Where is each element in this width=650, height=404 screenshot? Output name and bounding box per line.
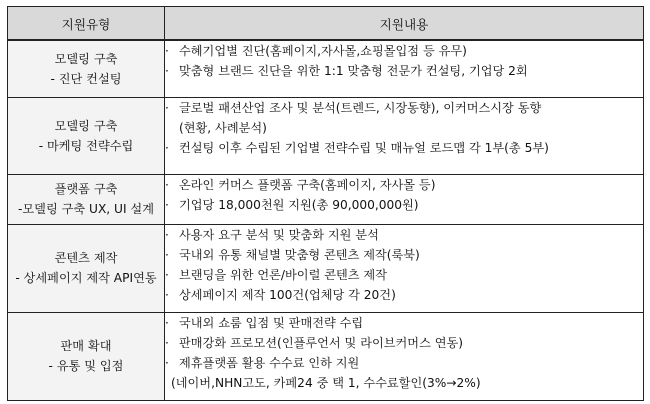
list-item-text: 판매강화 프로모션(인플루언서 및 라이브커머스 연동)	[179, 335, 464, 350]
bullet-icon: ·	[165, 355, 169, 370]
list-item-continuation	[165, 118, 643, 138]
support-content-cell	[165, 174, 644, 224]
list-item	[165, 265, 643, 285]
bullet-icon: ·	[165, 177, 169, 192]
support-type-cell	[8, 174, 165, 224]
support-content-cell	[165, 97, 644, 174]
list-item	[165, 41, 643, 61]
header-support-type: 지원유형	[8, 7, 165, 41]
bullet-icon: ·	[165, 315, 169, 330]
bullet-icon: ·	[165, 100, 169, 115]
support-type-cell	[8, 97, 165, 174]
list-item-text: 글로벌 패션산업 조사 및 분석(트렌드, 시장동향), 이커머스시장 동향	[179, 100, 542, 115]
support-type-title: 콘텐츠 제작	[54, 251, 118, 265]
support-content-cell	[165, 312, 644, 400]
table-row	[8, 312, 644, 400]
list-item	[165, 195, 643, 215]
list-item-text: 수혜기업별 진단(홈페이지,자사몰,쇼핑몰입점 등 유무)	[179, 44, 467, 58]
table-header-row	[8, 7, 644, 41]
bullet-icon: ·	[165, 197, 169, 212]
support-type-title: 판매 확대	[60, 339, 112, 353]
bullet-icon: ·	[165, 64, 169, 78]
support-table	[7, 6, 644, 401]
list-item-text: 온라인 커머스 플랫폼 구축(홈페이지, 자사몰 등)	[179, 177, 436, 192]
list-item	[165, 225, 643, 245]
support-type-subtitle: - 진단 컨설팅	[50, 71, 122, 86]
support-type-cell	[8, 224, 165, 312]
list-item-text: 컨설팅 이후 수립된 기업별 전략수립 및 매뉴얼 로드맵 각 1부(총 5부)	[179, 140, 549, 155]
table-row	[8, 97, 644, 174]
list-item-text: 국내외 유통 채널별 맞춤형 콘텐츠 제작(룩북)	[179, 247, 420, 262]
bullet-icon: ·	[165, 335, 169, 350]
support-type-title: 모델링 구축	[54, 51, 118, 66]
bullet-icon: ·	[165, 227, 169, 242]
table-row	[8, 174, 644, 224]
list-item-continuation	[165, 373, 643, 393]
support-type-title: 모델링 구축	[54, 118, 118, 133]
bullet-icon: ·	[165, 44, 169, 58]
support-type-subtitle: - 상세페이지 제작 API연동	[15, 271, 157, 285]
bullet-icon: ·	[165, 247, 169, 262]
list-item-text: 상세페이지 제작 100건(업체당 각 20건)	[179, 287, 396, 302]
support-type-title: 플랫폼 구축	[54, 182, 118, 196]
list-item-text: 브랜딩을 위한 언론/바이럴 콘텐츠 제작	[179, 267, 387, 282]
header-support-content: 지원내용	[165, 7, 644, 41]
list-item	[165, 313, 643, 333]
support-type-subtitle: -모델링 구축 UX, UI 설계	[18, 202, 154, 216]
support-type-cell	[8, 40, 165, 97]
support-type-subtitle: - 유통 및 입점	[48, 359, 124, 373]
list-item-text: 국내외 쇼룸 입점 및 판매전략 수립	[179, 315, 364, 330]
bullet-icon: ·	[165, 140, 169, 155]
list-item-text: 기업당 18,000천원 지원(총 90,000,000원)	[179, 197, 419, 212]
list-item-text: 맞춤형 브랜드 진단을 위한 1:1 맞춤형 전문가 컨설팅, 기업당 2회	[179, 64, 528, 78]
support-item-list	[165, 98, 643, 158]
list-item-text: 사용자 요구 분석 및 맞춤화 지원 분석	[179, 227, 379, 242]
support-item-list	[165, 41, 643, 81]
support-item-list	[165, 225, 643, 305]
list-item	[165, 353, 643, 373]
list-item-text: (네이버,NHN고도, 카페24 중 택 1, 수수료할인(3%→2%)	[171, 375, 481, 390]
support-content-cell	[165, 40, 644, 97]
table-row	[8, 40, 644, 97]
support-content-cell	[165, 224, 644, 312]
list-item	[165, 175, 643, 195]
support-item-list	[165, 313, 643, 393]
list-item	[165, 245, 643, 265]
list-item	[165, 285, 643, 305]
list-item	[165, 61, 643, 81]
list-item	[165, 333, 643, 353]
list-item	[165, 138, 643, 158]
list-item-text: 제휴플랫폼 활용 수수료 인하 지원	[179, 355, 360, 370]
support-item-list	[165, 175, 643, 215]
support-type-cell	[8, 312, 165, 400]
bullet-icon: ·	[165, 287, 169, 302]
bullet-icon: ·	[165, 267, 169, 282]
list-item	[165, 98, 643, 118]
table-row	[8, 224, 644, 312]
support-type-subtitle: - 마케팅 전략수립	[38, 138, 134, 153]
list-item-text: (현황, 사례분석)	[179, 120, 267, 135]
